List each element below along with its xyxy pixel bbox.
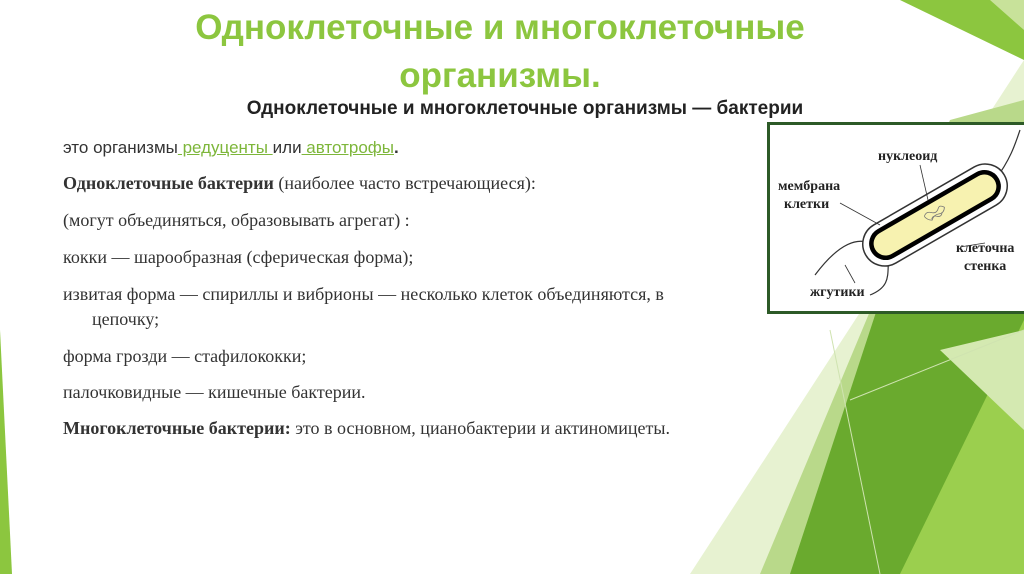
label-membrane-2: клетки [784,197,830,212]
unicellular-bold: Одноклеточные бактерии [63,173,274,193]
pointer-membrane [840,203,880,225]
label-flagella: жгутики [810,285,865,300]
flagellum-left [815,241,870,275]
label-nucleoid: нуклеоид [878,149,938,164]
paragraph-staphylococci: форма грозди — стафилококки; [63,346,307,366]
title-line-1: Одноклеточные и многоклеточные [195,8,805,47]
paragraph-multicellular [63,418,670,439]
paragraph-aggregate: (могут объединяться, образовывать агрегат) : [63,210,410,230]
bacterium-diagram [767,122,1024,314]
label-membrane-1: мембрана [778,179,841,194]
pointer-flagella [845,265,855,283]
paragraph-organisms [63,138,399,158]
paragraph-spiral-cont: цепочку; [92,309,160,329]
link-autotrophs[interactable]: автотрофы [301,138,394,157]
paragraph-rods: палочковидные — кишечные бактерии. [63,382,366,402]
paragraph-cocci: кокки — шарообразная (сферическая форма); [63,247,414,267]
label-wall-2: стенка [964,259,1007,274]
title-line-2: организмы. [399,56,601,95]
organisms-suffix: . [394,138,399,157]
pointer-nucleoid [920,165,928,200]
slide-subtitle: Одноклеточные и многоклеточные организмы — бактерии [246,98,804,119]
multicellular-rest: это в основном, цианобактерии и актиномицеты. [290,418,670,438]
paragraph-spiral: извитая форма — спириллы и вибрионы — несколько клеток объединяются, в [63,284,664,304]
link-reducents[interactable]: редуценты [177,138,273,157]
organisms-prefix: это организмы [63,138,178,157]
multicellular-bold: Многоклеточные бактерии: [63,418,291,438]
paragraph-unicellular [63,173,536,194]
slide-title [60,4,940,100]
organisms-middle: или [272,138,302,157]
unicellular-rest: (наиболее часто встречающиеся): [273,173,536,193]
label-wall-1: клеточна [956,241,1015,256]
left-edge-stripe [0,330,12,574]
